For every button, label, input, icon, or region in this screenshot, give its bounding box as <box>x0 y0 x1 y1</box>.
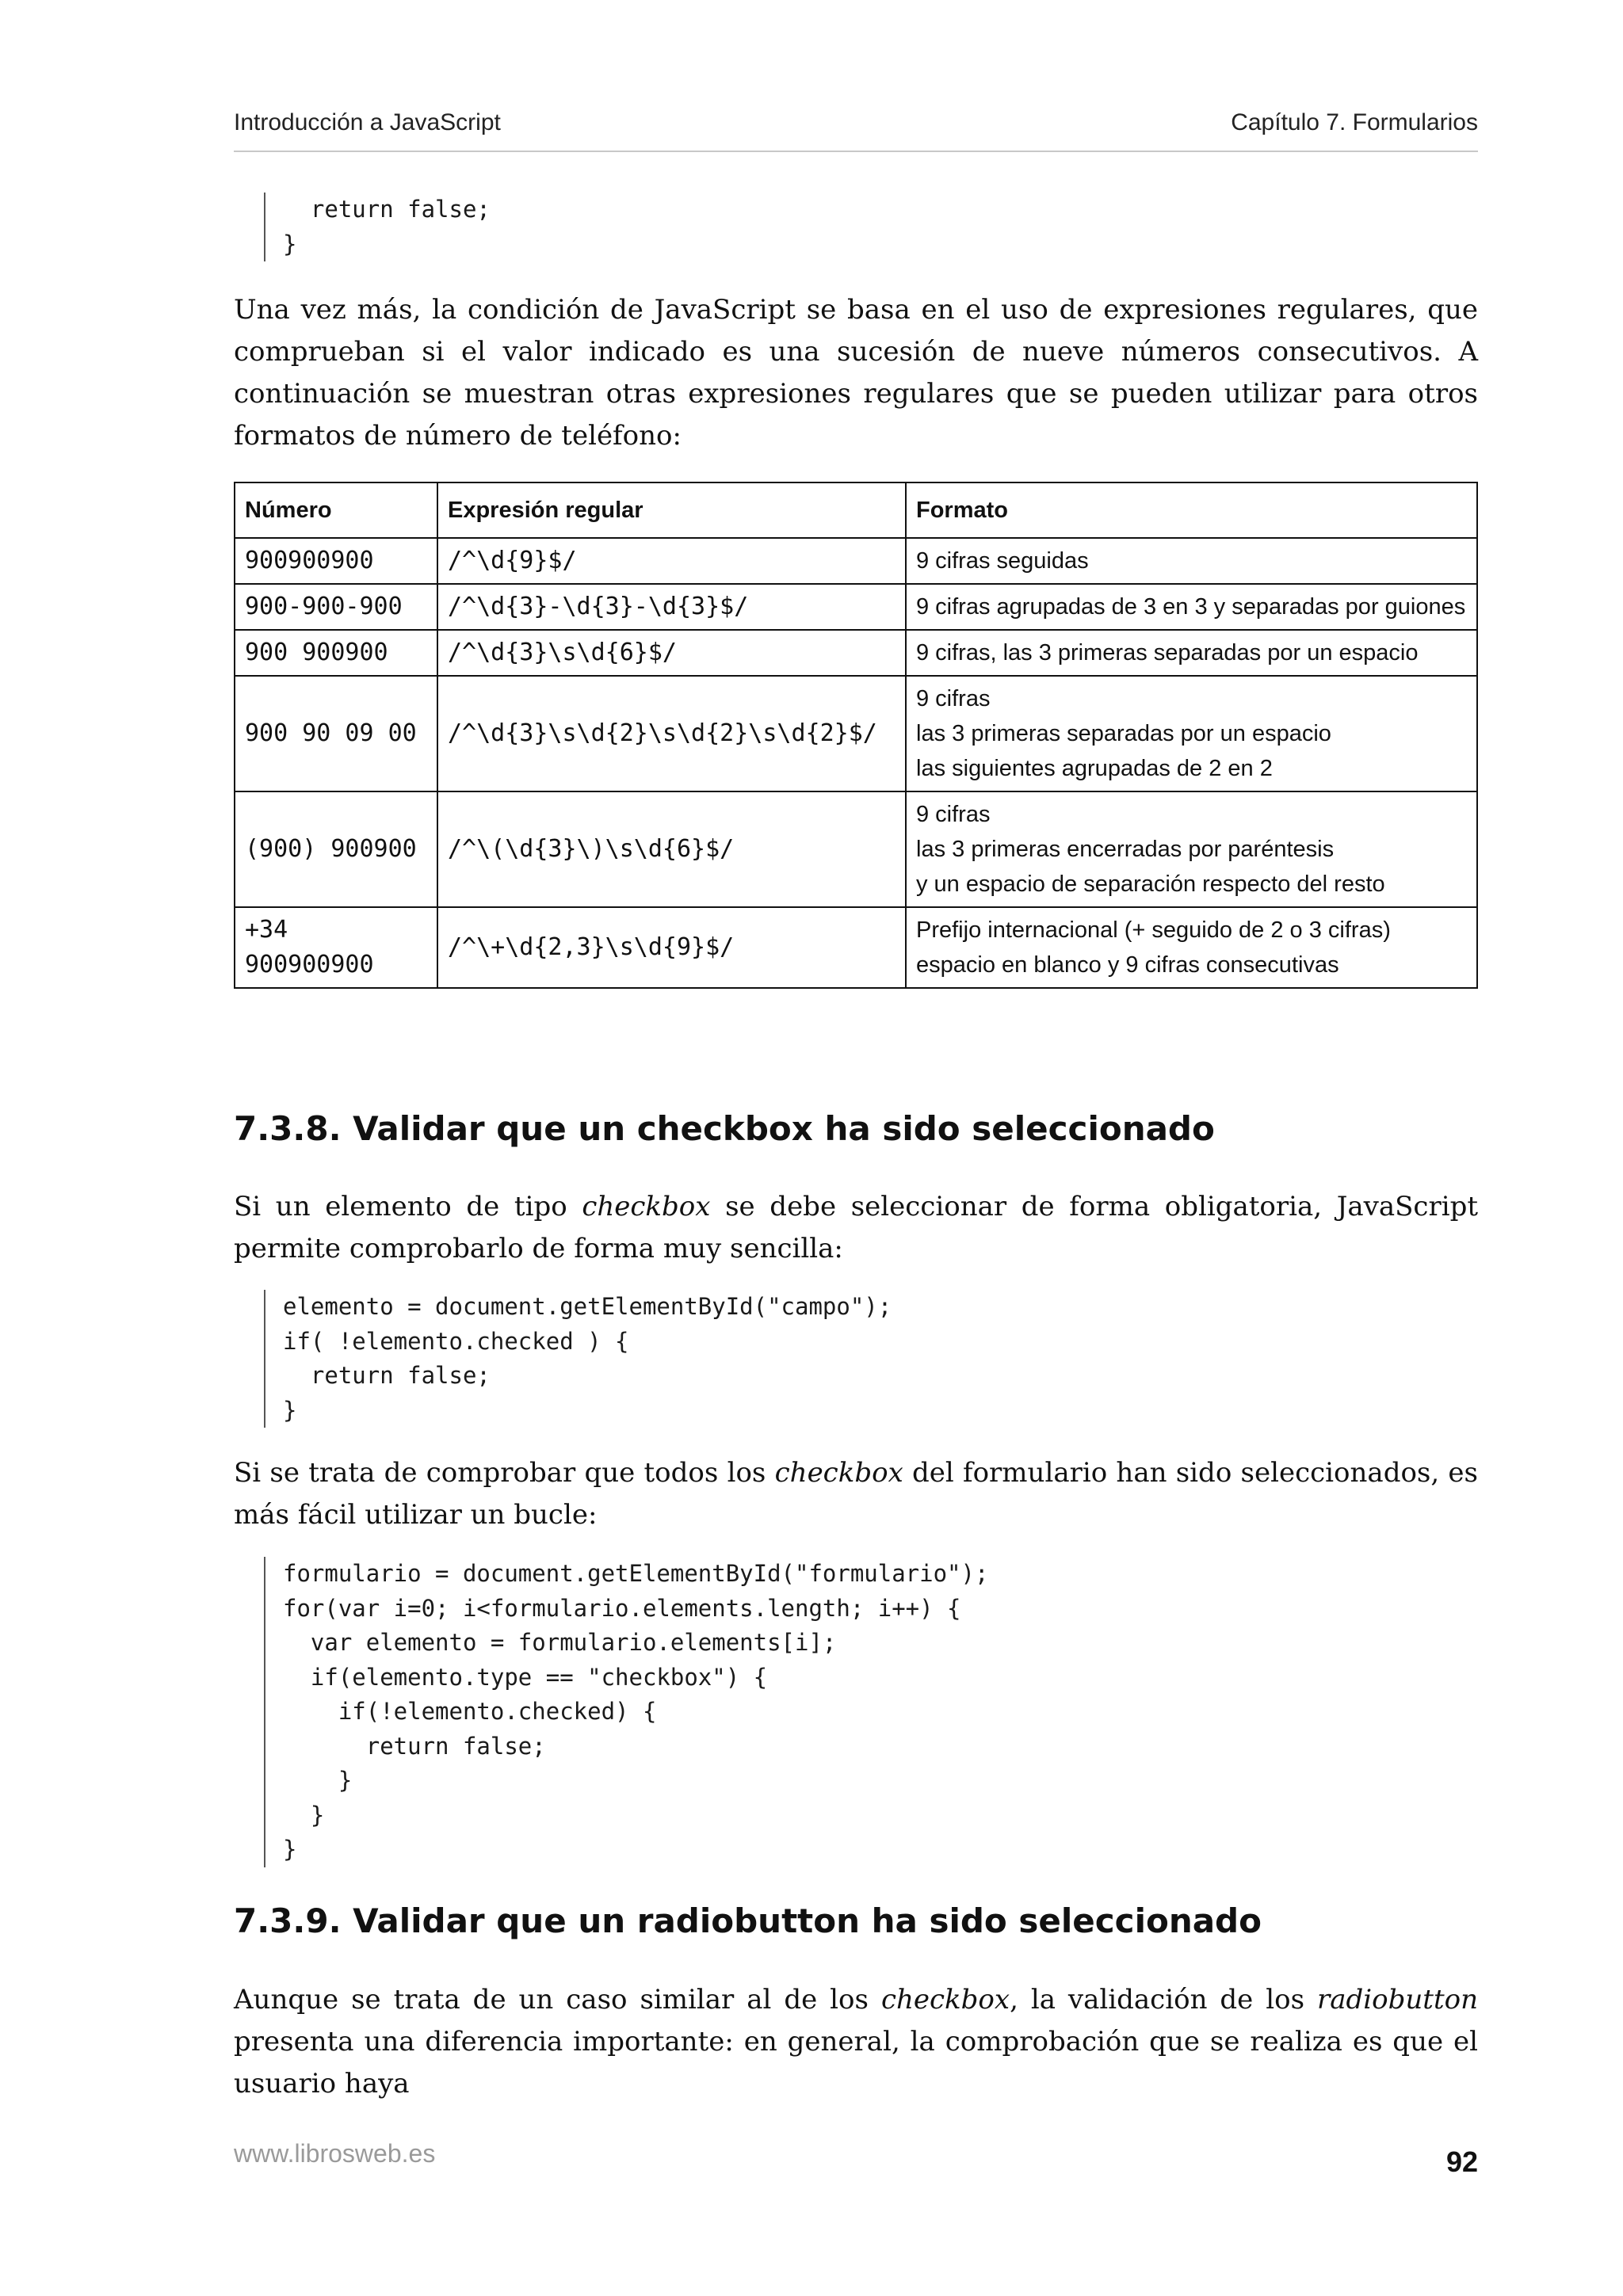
cell-formato: Prefijo internacional (+ seguido de 2 o 3 cifras) espacio en blanco y 9 cifras consecutivas <box>906 907 1477 988</box>
code-block-checkbox-loop: formulario = document.getElementById("formulario"); for(var i=0; i<formulario.elements.length; i++) { var elemento = formulario.elements[i]; if(elemento.type == "checkbox") { if(!elemento.checked) { return false; } } } <box>264 1557 988 1867</box>
cell-expresion: /^\d{9}$/ <box>437 538 906 584</box>
paragraph-regex-intro: Una vez más, la condición de JavaScript se basa en el uso de expresiones regulares, que comprueban si el valor indicado es una sucesión de nueve números consecutivos. A continuación se muestran otras expresiones regulares que se pueden utilizar para otros formatos de número de teléfono: <box>234 294 1478 452</box>
phone-format-table <box>234 482 1478 989</box>
table-row <box>235 676 1477 791</box>
paragraph-checkbox-intro: Si un elemento de tipo checkbox se debe seleccionar de forma obligatoria, JavaScript permite comprobarlo de forma muy sencilla: <box>234 1191 1479 1264</box>
running-header <box>234 109 1478 136</box>
cell-formato: 9 cifras agrupadas de 3 en 3 y separadas por guiones <box>906 584 1477 630</box>
table-row <box>235 538 1477 584</box>
cell-expresion: /^\d{3}-\d{3}-\d{3}$/ <box>437 584 906 630</box>
footer-website-url: www.librosweb.es <box>234 2139 436 2168</box>
cell-numero: 900900900 <box>235 538 437 584</box>
paragraph-checkbox-loop: Si se trata de comprobar que todos los checkbox del formulario han sido seleccionados, es más fácil utilizar un bucle: <box>234 1457 1479 1531</box>
section-heading-radiobutton: 7.3.9. Validar que un radiobutton ha sido seleccionado <box>234 1901 1262 1940</box>
table-row <box>235 584 1477 630</box>
column-header-expresion: Expresión regular <box>437 482 906 538</box>
section-heading-checkbox: 7.3.8. Validar que un checkbox ha sido seleccionado <box>234 1109 1215 1148</box>
cell-formato: 9 cifras las 3 primeras separadas por un espacio las siguientes agrupadas de 2 en 2 <box>906 676 1477 791</box>
cell-formato: 9 cifras seguidas <box>906 538 1477 584</box>
cell-expresion: /^\+\d{2,3}\s\d{9}$/ <box>437 907 906 988</box>
table-row <box>235 630 1477 676</box>
header-divider <box>234 151 1478 152</box>
cell-expresion: /^\d{3}\s\d{2}\s\d{2}\s\d{2}$/ <box>437 676 906 791</box>
table-header-row <box>235 482 1477 538</box>
table-row <box>235 791 1477 907</box>
column-header-formato: Formato <box>906 482 1477 538</box>
header-chapter-title: Capítulo 7. Formularios <box>1231 109 1478 135</box>
code-block-top: return false; } <box>264 193 491 261</box>
cell-formato: 9 cifras, las 3 primeras separadas por un espacio <box>906 630 1477 676</box>
code-block-checkbox: elemento = document.getElementById("campo"); if( !elemento.checked ) { return false; } <box>264 1290 892 1428</box>
table-row <box>235 907 1477 988</box>
cell-numero: 900 90 09 00 <box>235 676 437 791</box>
cell-numero: +34 900900900 <box>235 907 437 988</box>
footer-page-number: 92 <box>1445 2145 1478 2178</box>
paragraph-radiobutton-intro: Aunque se trata de un caso similar al de los checkbox, la validación de los radiobutton presenta una diferencia importante: en general, la comprobación que se realiza es que el usuario haya <box>234 1984 1479 2100</box>
cell-formato: 9 cifras las 3 primeras encerradas por paréntesis y un espacio de separación respecto del resto <box>906 791 1477 907</box>
cell-numero: 900-900-900 <box>235 584 437 630</box>
header-book-title: Introducción a JavaScript <box>234 109 501 135</box>
column-header-numero: Número <box>235 482 437 538</box>
cell-numero: 900 900900 <box>235 630 437 676</box>
cell-expresion: /^\(\d{3}\)\s\d{6}$/ <box>437 791 906 907</box>
cell-numero: (900) 900900 <box>235 791 437 907</box>
cell-expresion: /^\d{3}\s\d{6}$/ <box>437 630 906 676</box>
